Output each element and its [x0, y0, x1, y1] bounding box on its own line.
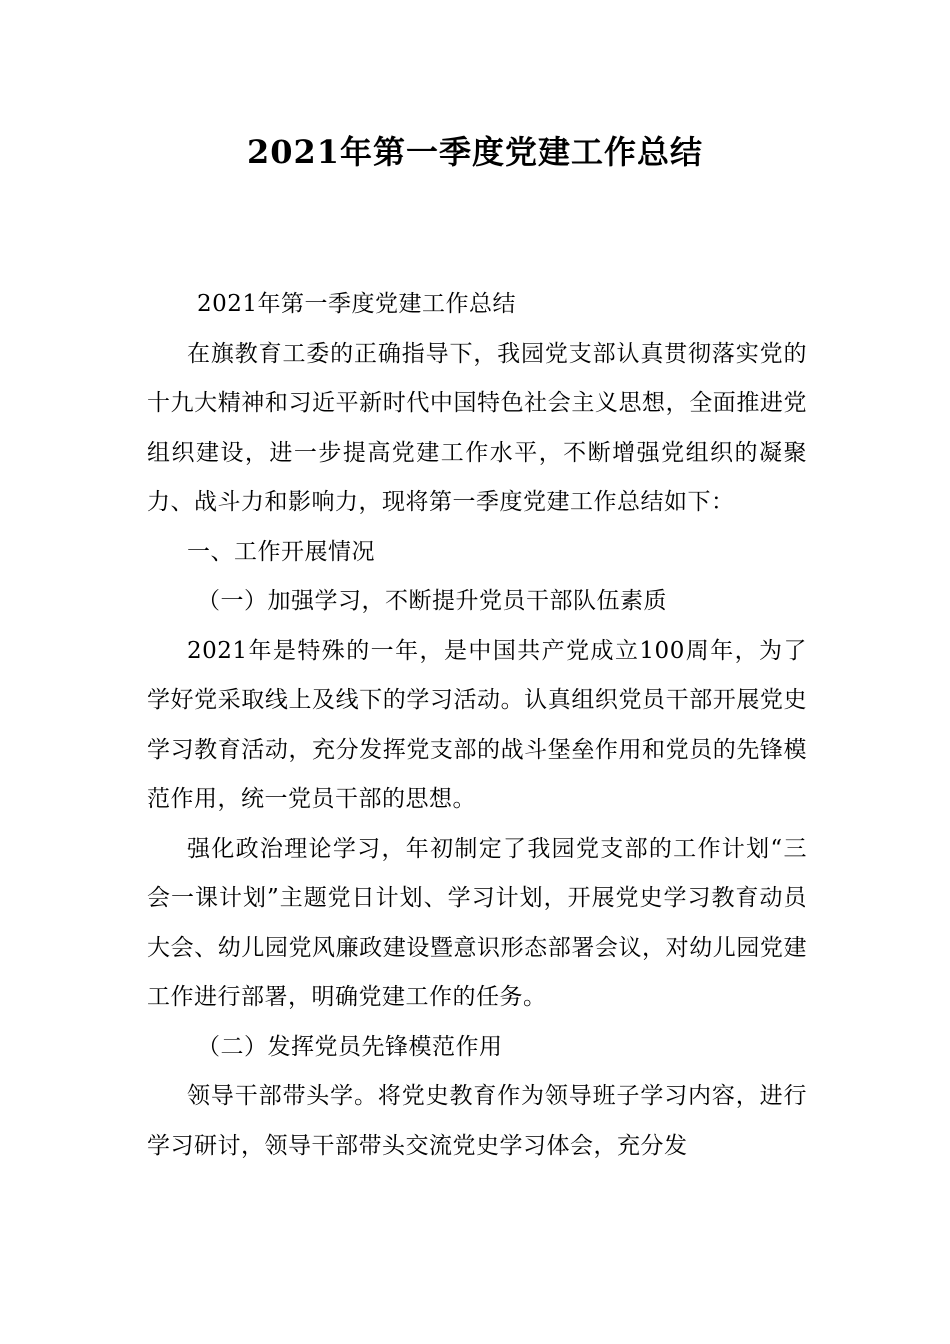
paragraph-leadership: 领导干部带头学。将党史教育作为领导班子学习内容，进行学习研讨，领导干部带头交流党史学习体会，充分发: [147, 1083, 807, 1159]
paragraph-political-study: 强化政治理论学习，年初制定了我园党支部的工作计划“三会一课计划”主题党日计划、学习计划，开展党史学习教育动员大会、幼儿园党风廉政建设暨意识形态部署会议，对幼儿园党建工作进行部署，明确党建工作的任务。: [147, 835, 807, 1010]
paragraph-subtitle: 2021年第一季度党建工作总结: [197, 291, 517, 317]
paragraph-intro: 在旗教育工委的正确指导下，我园党支部认真贯彻落实党的十九大精神和习近平新时代中国特色社会主义思想，全面推进党组织建设，进一步提高党建工作水平，不断增强党组织的凝聚力、战斗力和影响力，现将第一季度党建工作总结如下：: [147, 340, 807, 515]
paragraph-2021: 2021年是特殊的一年，是中国共产党成立100周年，为了学好党采取线上及线下的学习活动。认真组织党员干部开展党史学习教育活动，充分发挥党支部的战斗堡垒作用和党员的先锋模范作用，统一党员干部的思想。: [147, 637, 807, 812]
document-body: [147, 280, 807, 1171]
document-title: 2021年第一季度党建工作总结: [246, 133, 704, 171]
section-heading-1: 一、工作开展情况: [187, 538, 375, 565]
subsection-heading-2: （二）发挥党员先锋模范作用: [197, 1033, 503, 1060]
subsection-heading-1: （一）加强学习，不断提升党员干部队伍素质: [197, 588, 667, 614]
